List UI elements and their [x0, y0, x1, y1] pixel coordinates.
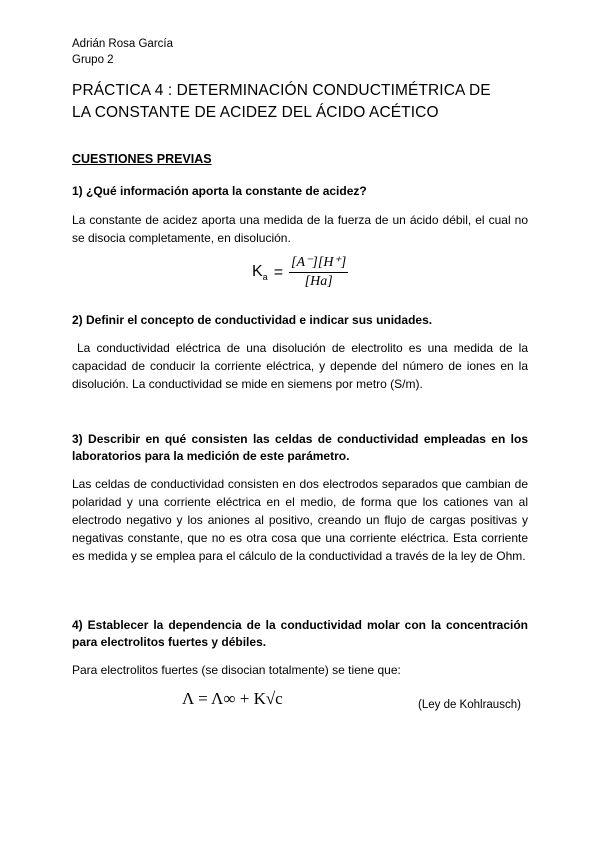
acidity-constant-formula [252, 254, 348, 291]
question-4: 4) Establecer la dependencia de la conductividad molar con la concentración para electrolitos fuertes y débiles. [72, 618, 528, 649]
formula-lhs [252, 263, 268, 282]
formula-equals: = [273, 263, 284, 281]
answer-1: La constante de acidez aporta una medida de la fuerza de un ácido débil, el cual no se disocia completamente, en disolución. [72, 213, 528, 245]
answer-4: Para electrolitos fuertes (se disocian totalmente) se tiene que: [72, 663, 401, 677]
document-title [72, 80, 528, 124]
answer-3: Las celdas de conductividad consisten en dos electrodos separados que cambian de polaridad y una corriente eléctrica en el medio, de forma que los cationes van al electrodo negativo y los aniones al positivo, creando un flujo de cargas positivas y negativas constante, que no es otra cosa que una corriente eléctrica. Esta corriente es medida y se emplea para el cálculo de la conductividad a través de la ley de Ohm. [72, 477, 528, 563]
formula-denominator: [Ha] [304, 274, 333, 289]
title-line-1: PRÁCTICA 4 : DETERMINACIÓN CONDUCTIMÉTRICA DE [72, 82, 491, 99]
kohlrausch-formula: Λ = Λ∞ + K√c [182, 689, 283, 708]
formula-fraction [289, 254, 348, 291]
question-2: 2) Definir el concepto de conductividad e indicar sus unidades. [72, 313, 433, 327]
group-label: Grupo 2 [72, 54, 114, 66]
question-3: 3) Describir en qué consisten las celdas de conductividad empleadas en los laboratorios para la medición de este parámetro. [72, 432, 528, 463]
question-1: 1) ¿Qué información aporta la constante de acidez? [72, 184, 367, 198]
formula-k-sub: a [262, 272, 268, 283]
answer-2: La conductividad eléctrica de una disolución de electrolito es una medida de la capacidad de conducir la corriente eléctrica, y depende del número de iones en la disolución. La conductividad se mide en siemens por metro (S/m). [72, 341, 528, 391]
formula-k: K [252, 262, 263, 280]
title-line-2: LA CONSTANTE DE ACIDEZ DEL ÁCIDO ACÉTICO [72, 104, 439, 121]
section-heading: CUESTIONES PREVIAS [72, 152, 212, 166]
formula-numerator: [A⁻][H⁺] [289, 254, 348, 273]
author-name: Adrián Rosa García [72, 38, 173, 50]
kohlrausch-label: (Ley de Kohlrausch) [418, 699, 521, 711]
